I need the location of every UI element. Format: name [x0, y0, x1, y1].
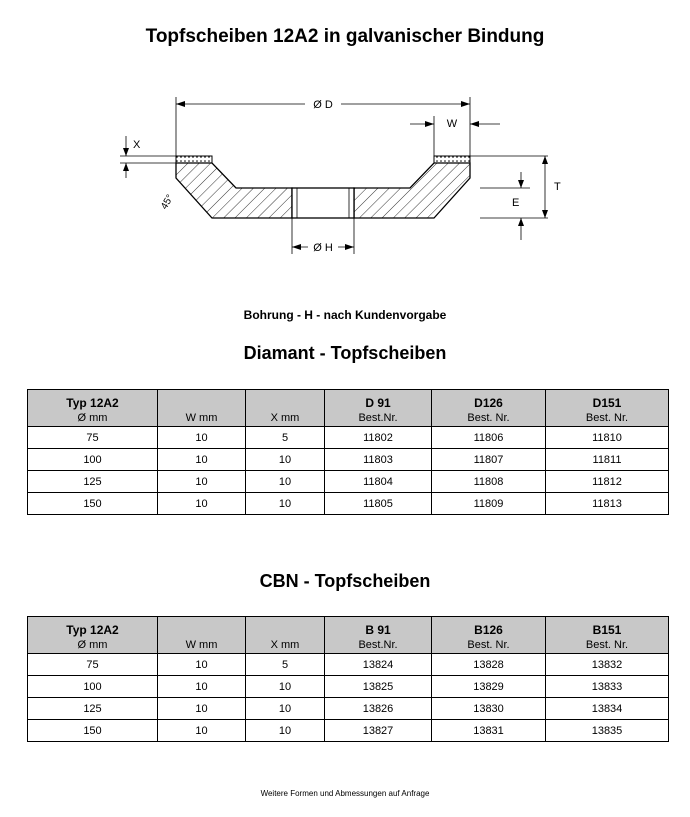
- table-cell: 13831: [432, 720, 546, 742]
- table-cell: 13835: [546, 720, 669, 742]
- table-row: [28, 654, 669, 676]
- table-row: [28, 449, 669, 471]
- table-header-row: [28, 617, 669, 638]
- cbn-table: [27, 616, 669, 742]
- table-cell: 11804: [325, 471, 432, 493]
- table-cell: 75: [28, 427, 158, 449]
- subheader-cell: X mm: [246, 410, 325, 427]
- table-cell: 13829: [432, 676, 546, 698]
- abrasive-layer-left: [176, 156, 212, 163]
- table-cell: 100: [28, 449, 158, 471]
- table-row: [28, 720, 669, 742]
- diamond-section-title: Diamant - Topfscheiben: [243, 343, 447, 363]
- table-cell: 10: [246, 493, 325, 515]
- header-cell: [158, 617, 246, 638]
- header-cell: D 91: [325, 390, 432, 411]
- wheel-cross-section-diagram: [0, 80, 690, 270]
- table-cell: 11812: [546, 471, 669, 493]
- table-cell: 11805: [325, 493, 432, 515]
- header-cell: [246, 390, 325, 411]
- table-row: [28, 471, 669, 493]
- table-cell: 10: [158, 720, 246, 742]
- table-subheader-row: [28, 410, 669, 427]
- table-cell: 10: [158, 427, 246, 449]
- subheader-cell: Best.Nr.: [325, 637, 432, 654]
- cbn-section-title: CBN - Topfscheiben: [259, 571, 431, 591]
- table-row: [28, 427, 669, 449]
- subheader-cell: W mm: [158, 410, 246, 427]
- table-cell: 125: [28, 698, 158, 720]
- header-cell: B126: [432, 617, 546, 638]
- header-cell: Typ 12A2: [28, 617, 158, 638]
- table-cell: 75: [28, 654, 158, 676]
- table-cell: 10: [158, 654, 246, 676]
- page-title: Topfscheiben 12A2 in galvanischer Bindung: [145, 26, 545, 47]
- table-subheader-row: [28, 637, 669, 654]
- table-row: [28, 698, 669, 720]
- footer-note: Weitere Formen und Abmessungen auf Anfrage: [260, 789, 430, 798]
- table-cell: 13825: [325, 676, 432, 698]
- table-cell: 11807: [432, 449, 546, 471]
- header-cell: Typ 12A2: [28, 390, 158, 411]
- subheader-cell: Best. Nr.: [546, 410, 669, 427]
- diamond-table: [27, 389, 669, 515]
- subheader-cell: Ø mm: [28, 410, 158, 427]
- table-cell: 11808: [432, 471, 546, 493]
- subheader-cell: Best. Nr.: [432, 637, 546, 654]
- table-row: [28, 493, 669, 515]
- table-cell: 10: [246, 676, 325, 698]
- table-cell: 150: [28, 493, 158, 515]
- header-cell: B151: [546, 617, 669, 638]
- subheader-cell: X mm: [246, 637, 325, 654]
- table-cell: 10: [158, 493, 246, 515]
- table-cell: 13834: [546, 698, 669, 720]
- table-row: [28, 676, 669, 698]
- subheader-cell: Best. Nr.: [546, 637, 669, 654]
- abrasive-layer-right: [434, 156, 470, 163]
- dimension-w-label: W: [446, 118, 458, 130]
- angle-label: 45°: [159, 192, 177, 212]
- subheader-cell: Ø mm: [28, 637, 158, 654]
- table-cell: 13828: [432, 654, 546, 676]
- table-cell: 11811: [546, 449, 669, 471]
- table-cell: 100: [28, 676, 158, 698]
- subheader-cell: W mm: [158, 637, 246, 654]
- dimension-t-label: T: [554, 181, 561, 193]
- subheader-cell: Best. Nr.: [432, 410, 546, 427]
- table-cell: 13824: [325, 654, 432, 676]
- table-cell: 11803: [325, 449, 432, 471]
- table-cell: 125: [28, 471, 158, 493]
- header-cell: B 91: [325, 617, 432, 638]
- dimension-e-label: E: [512, 197, 520, 209]
- table-cell: 5: [246, 427, 325, 449]
- header-cell: [158, 390, 246, 411]
- table-cell: 10: [246, 471, 325, 493]
- table-cell: 13832: [546, 654, 669, 676]
- table-cell: 5: [246, 654, 325, 676]
- table-cell: 11809: [432, 493, 546, 515]
- bore-note: Bohrung - H - nach Kundenvorgabe: [243, 308, 447, 322]
- table-cell: 150: [28, 720, 158, 742]
- table-header-row: [28, 390, 669, 411]
- table-cell: 13833: [546, 676, 669, 698]
- subheader-cell: Best.Nr.: [325, 410, 432, 427]
- table-cell: 10: [158, 676, 246, 698]
- bore: [292, 188, 354, 218]
- table-cell: 10: [158, 449, 246, 471]
- table-cell: 10: [158, 471, 246, 493]
- table-cell: 11810: [546, 427, 669, 449]
- table-cell: 13826: [325, 698, 432, 720]
- table-cell: 11802: [325, 427, 432, 449]
- wheel-body-left: [176, 163, 292, 218]
- table-cell: 10: [246, 720, 325, 742]
- table-cell: 10: [246, 698, 325, 720]
- table-cell: 10: [246, 449, 325, 471]
- table-cell: 11806: [432, 427, 546, 449]
- table-cell: 11813: [546, 493, 669, 515]
- dimension-h-label: Ø H: [313, 242, 333, 254]
- table-cell: 13830: [432, 698, 546, 720]
- dimension-d-label: Ø D: [313, 99, 333, 111]
- header-cell: D126: [432, 390, 546, 411]
- wheel-body-right: [354, 163, 470, 218]
- table-cell: 13827: [325, 720, 432, 742]
- header-cell: [246, 617, 325, 638]
- table-cell: 10: [158, 698, 246, 720]
- dimension-x-label: X: [133, 139, 141, 151]
- header-cell: D151: [546, 390, 669, 411]
